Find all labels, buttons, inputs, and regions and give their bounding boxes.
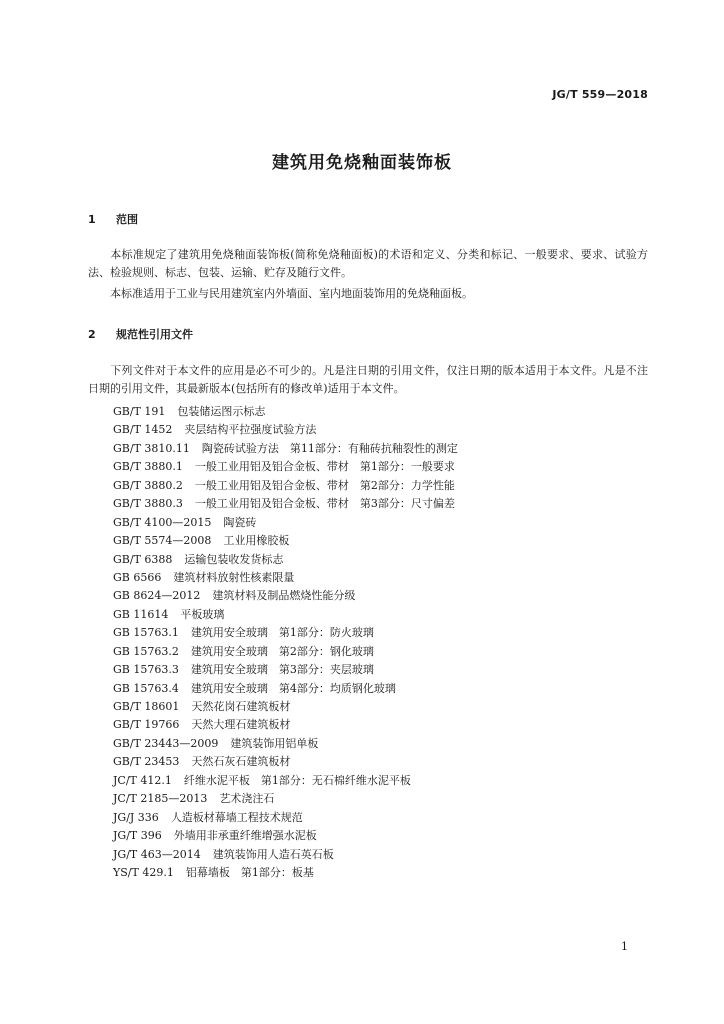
reference-item [113,716,458,734]
reference-item [113,569,458,587]
reference-code: GB/T 18601 [113,700,180,713]
reference-title: 天然石灰石建筑板材 [191,755,291,769]
reference-code: GB/T 6388 [113,552,173,566]
reference-code: GB 15763.2 [113,644,179,658]
reference-title: 平板玻璃 [180,607,225,621]
reference-code: JG/T 463—2014 [113,847,201,861]
reference-item [113,698,458,716]
reference-item [113,772,458,790]
reference-title: 一般工业用铝及铝合金板、带材 第2部分：力学性能 [194,478,455,492]
reference-item [113,790,458,808]
reference-code: JG/T 396 [113,829,162,843]
reference-code: GB 8624—2012 [113,589,201,603]
reference-code: GB/T 1452 [113,423,173,437]
reference-title: 人造板材幕墙工程技术规范 [170,810,303,824]
reference-title: 建筑用安全玻璃 第4部分：均质钢化玻璃 [190,681,396,695]
reference-code: GB/T 4100—2015 [113,515,212,529]
reference-item [113,403,458,421]
references-intro [88,362,648,398]
reference-title: 运输包装收发货标志 [184,552,284,566]
reference-title: 夹层结构平拉强度试验方法 [184,423,317,437]
references-intro-text: 下列文件对于本文件的应用是必不可少的。凡是注日期的引用文件，仅注日期的版本适用于本文件。凡是不注日期的引用文件，其最新版本(包括所有的修改单)适用于本文件。 [88,364,648,395]
reference-title: 天然大理石建筑板材 [191,718,291,732]
reference-title: 一般工业用铝及铝合金板、带材 第3部分：尺寸偏差 [194,497,455,511]
section-1-title: 范围 [116,213,138,226]
reference-title: 建筑装饰用人造石英石板 [212,847,334,861]
reference-item [113,827,458,845]
reference-item [113,624,458,642]
reference-title: 陶瓷砖 [223,515,257,529]
reference-item [113,753,458,771]
reference-title: 天然花岗石建筑板材 [191,700,291,713]
standard-code: JG/T 559—2018 [552,88,648,101]
reference-item [113,587,458,605]
reference-item [113,606,458,624]
reference-item [113,735,458,753]
reference-code: GB/T 23453 [113,755,180,769]
reference-list [113,403,458,882]
reference-item [113,514,458,532]
section-2-number: 2 [88,328,96,341]
reference-code: JG/J 336 [113,810,159,824]
reference-title: 一般工业用铝及铝合金板、带材 第1部分：一般要求 [194,460,455,474]
reference-code: GB/T 3810.11 [113,441,190,455]
reference-title: 工业用橡胶板 [223,534,290,548]
scope-paragraph-1 [88,246,648,282]
section-2-heading [88,326,193,342]
reference-item [113,661,458,679]
reference-title: 铝幕墙板 第1部分：板基 [185,865,314,879]
reference-code: GB/T 5574—2008 [113,534,212,548]
reference-code: GB/T 3880.1 [113,460,183,474]
reference-title: 建筑用安全玻璃 第1部分：防火玻璃 [190,626,374,640]
reference-code: GB/T 23443—2009 [113,736,219,750]
reference-item [113,532,458,550]
reference-item [113,643,458,661]
section-2-title: 规范性引用文件 [116,328,193,341]
page-number: 1 [621,940,628,953]
reference-code: GB 15763.1 [113,626,179,640]
reference-code: GB/T 19766 [113,718,180,732]
reference-code: JC/T 2185—2013 [113,792,208,806]
reference-item [113,421,458,439]
scope-paragraph-2-text: 本标准适用于工业与民用建筑室内外墙面、室内地面装饰用的免烧釉面板。 [110,287,473,300]
reference-item [113,495,458,513]
reference-item [113,846,458,864]
scope-paragraph-2 [88,285,648,303]
section-1-number: 1 [88,213,96,226]
reference-item [113,440,458,458]
reference-code: GB 6566 [113,570,162,584]
reference-title: 建筑用安全玻璃 第3部分：夹层玻璃 [190,663,374,677]
reference-item [113,809,458,827]
reference-item [113,458,458,476]
reference-title: 建筑材料及制品燃烧性能分级 [212,589,356,603]
reference-item [113,864,458,882]
section-1-heading [88,211,138,227]
scope-paragraph-1-text: 本标准规定了建筑用免烧釉面装饰板(简称免烧釉面板)的术语和定义、分类和标记、一般要求、要求、试验方法、检验规则、标志、包装、运输、贮存及随行文件。 [88,248,648,279]
reference-item [113,551,458,569]
reference-code: GB 15763.3 [113,663,179,677]
reference-title: 外墙用非承重纤维增强水泥板 [173,829,317,843]
reference-title: 陶瓷砖试验方法 第11部分：有釉砖抗釉裂性的测定 [201,441,458,455]
reference-title: 建筑材料放射性核素限量 [173,570,295,584]
document-title: 建筑用免烧釉面装饰板 [272,153,452,173]
reference-title: 艺术浇注石 [219,792,275,806]
reference-title: 纤维水泥平板 第1部分：无石棉纤维水泥平板 [183,773,411,787]
reference-code: GB/T 3880.3 [113,497,183,511]
reference-code: GB/T 3880.2 [113,478,183,492]
reference-item [113,477,458,495]
reference-code: JC/T 412.1 [113,773,172,787]
reference-title: 包装储运图示标志 [177,405,266,418]
reference-title: 建筑用安全玻璃 第2部分：钢化玻璃 [190,644,374,658]
reference-code: GB 11614 [113,607,169,621]
reference-title: 建筑装饰用铝单板 [230,736,319,750]
reference-item [113,680,458,698]
reference-code: GB/T 191 [113,405,166,418]
reference-code: GB 15763.4 [113,681,179,695]
reference-code: YS/T 429.1 [113,865,174,879]
